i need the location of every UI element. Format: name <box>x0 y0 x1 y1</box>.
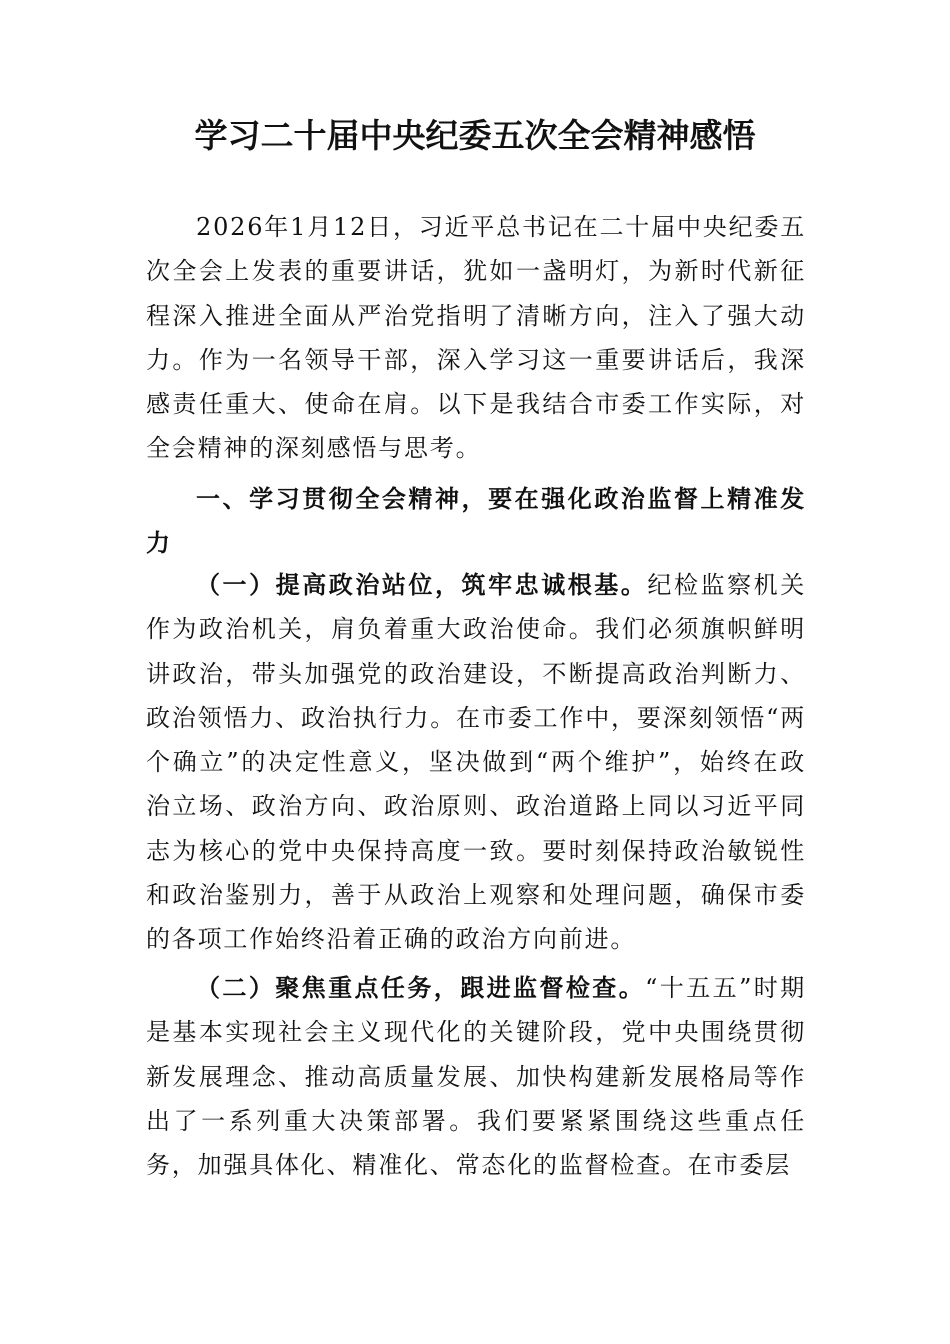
subsection-2-lead: （二）聚焦重点任务，跟进监督检查。 <box>196 973 646 1002</box>
subsection-1-lead: （一）提高政治站位，筑牢忠诚根基。 <box>196 570 648 599</box>
subsection-1-body: 纪检监察机关作为政治机关，肩负着重大政治使命。我们必须旗帜鲜明讲政治，带头加强党的政治建设，不断提高政治判断力、政治领悟力、政治执行力。在市委工作中，要深刻领悟“两个确立”的决定性意义，坚决做到“两个维护”，始终在政治立场、政治方向、政治原则、政治道路上同以习近平同志为核心的党中央保持高度一致。要时刻保持政治敏锐性和政治鉴别力，善于从政治上观察和处理问题，确保市委的各项工作始终沿着正确的政治方向前进。 <box>146 571 806 954</box>
subsection-1-paragraph <box>146 563 806 962</box>
intro-paragraph: 2026年1月12日，习近平总书记在二十届中央纪委五次全会上发表的重要讲话，犹如一盏明灯，为新时代新征程深入推进全面从严治党指明了清晰方向，注入了强大动力。作为一名领导干部，深入学习这一重要讲话后，我深感责任重大、使命在肩。以下是我结合市委工作实际，对全会精神的深刻感悟与思考。 <box>146 213 806 463</box>
document-title: 学习二十届中央纪委五次全会精神感悟 <box>194 116 756 155</box>
subsection-2-paragraph <box>146 966 806 1187</box>
section-heading-1: 一、学习贯彻全会精神，要在强化政治监督上精准发力 <box>146 485 806 558</box>
subsection-2-body: “十五五”时期是基本实现社会主义现代化的关键阶段，党中央围绕贯彻新发展理念、推动高质量发展、加快构建新发展格局等作出了一系列重大决策部署。我们要紧紧围绕这些重点任务，加强具体化、精准化、常态化的监督检查。在市委层 <box>146 974 806 1180</box>
